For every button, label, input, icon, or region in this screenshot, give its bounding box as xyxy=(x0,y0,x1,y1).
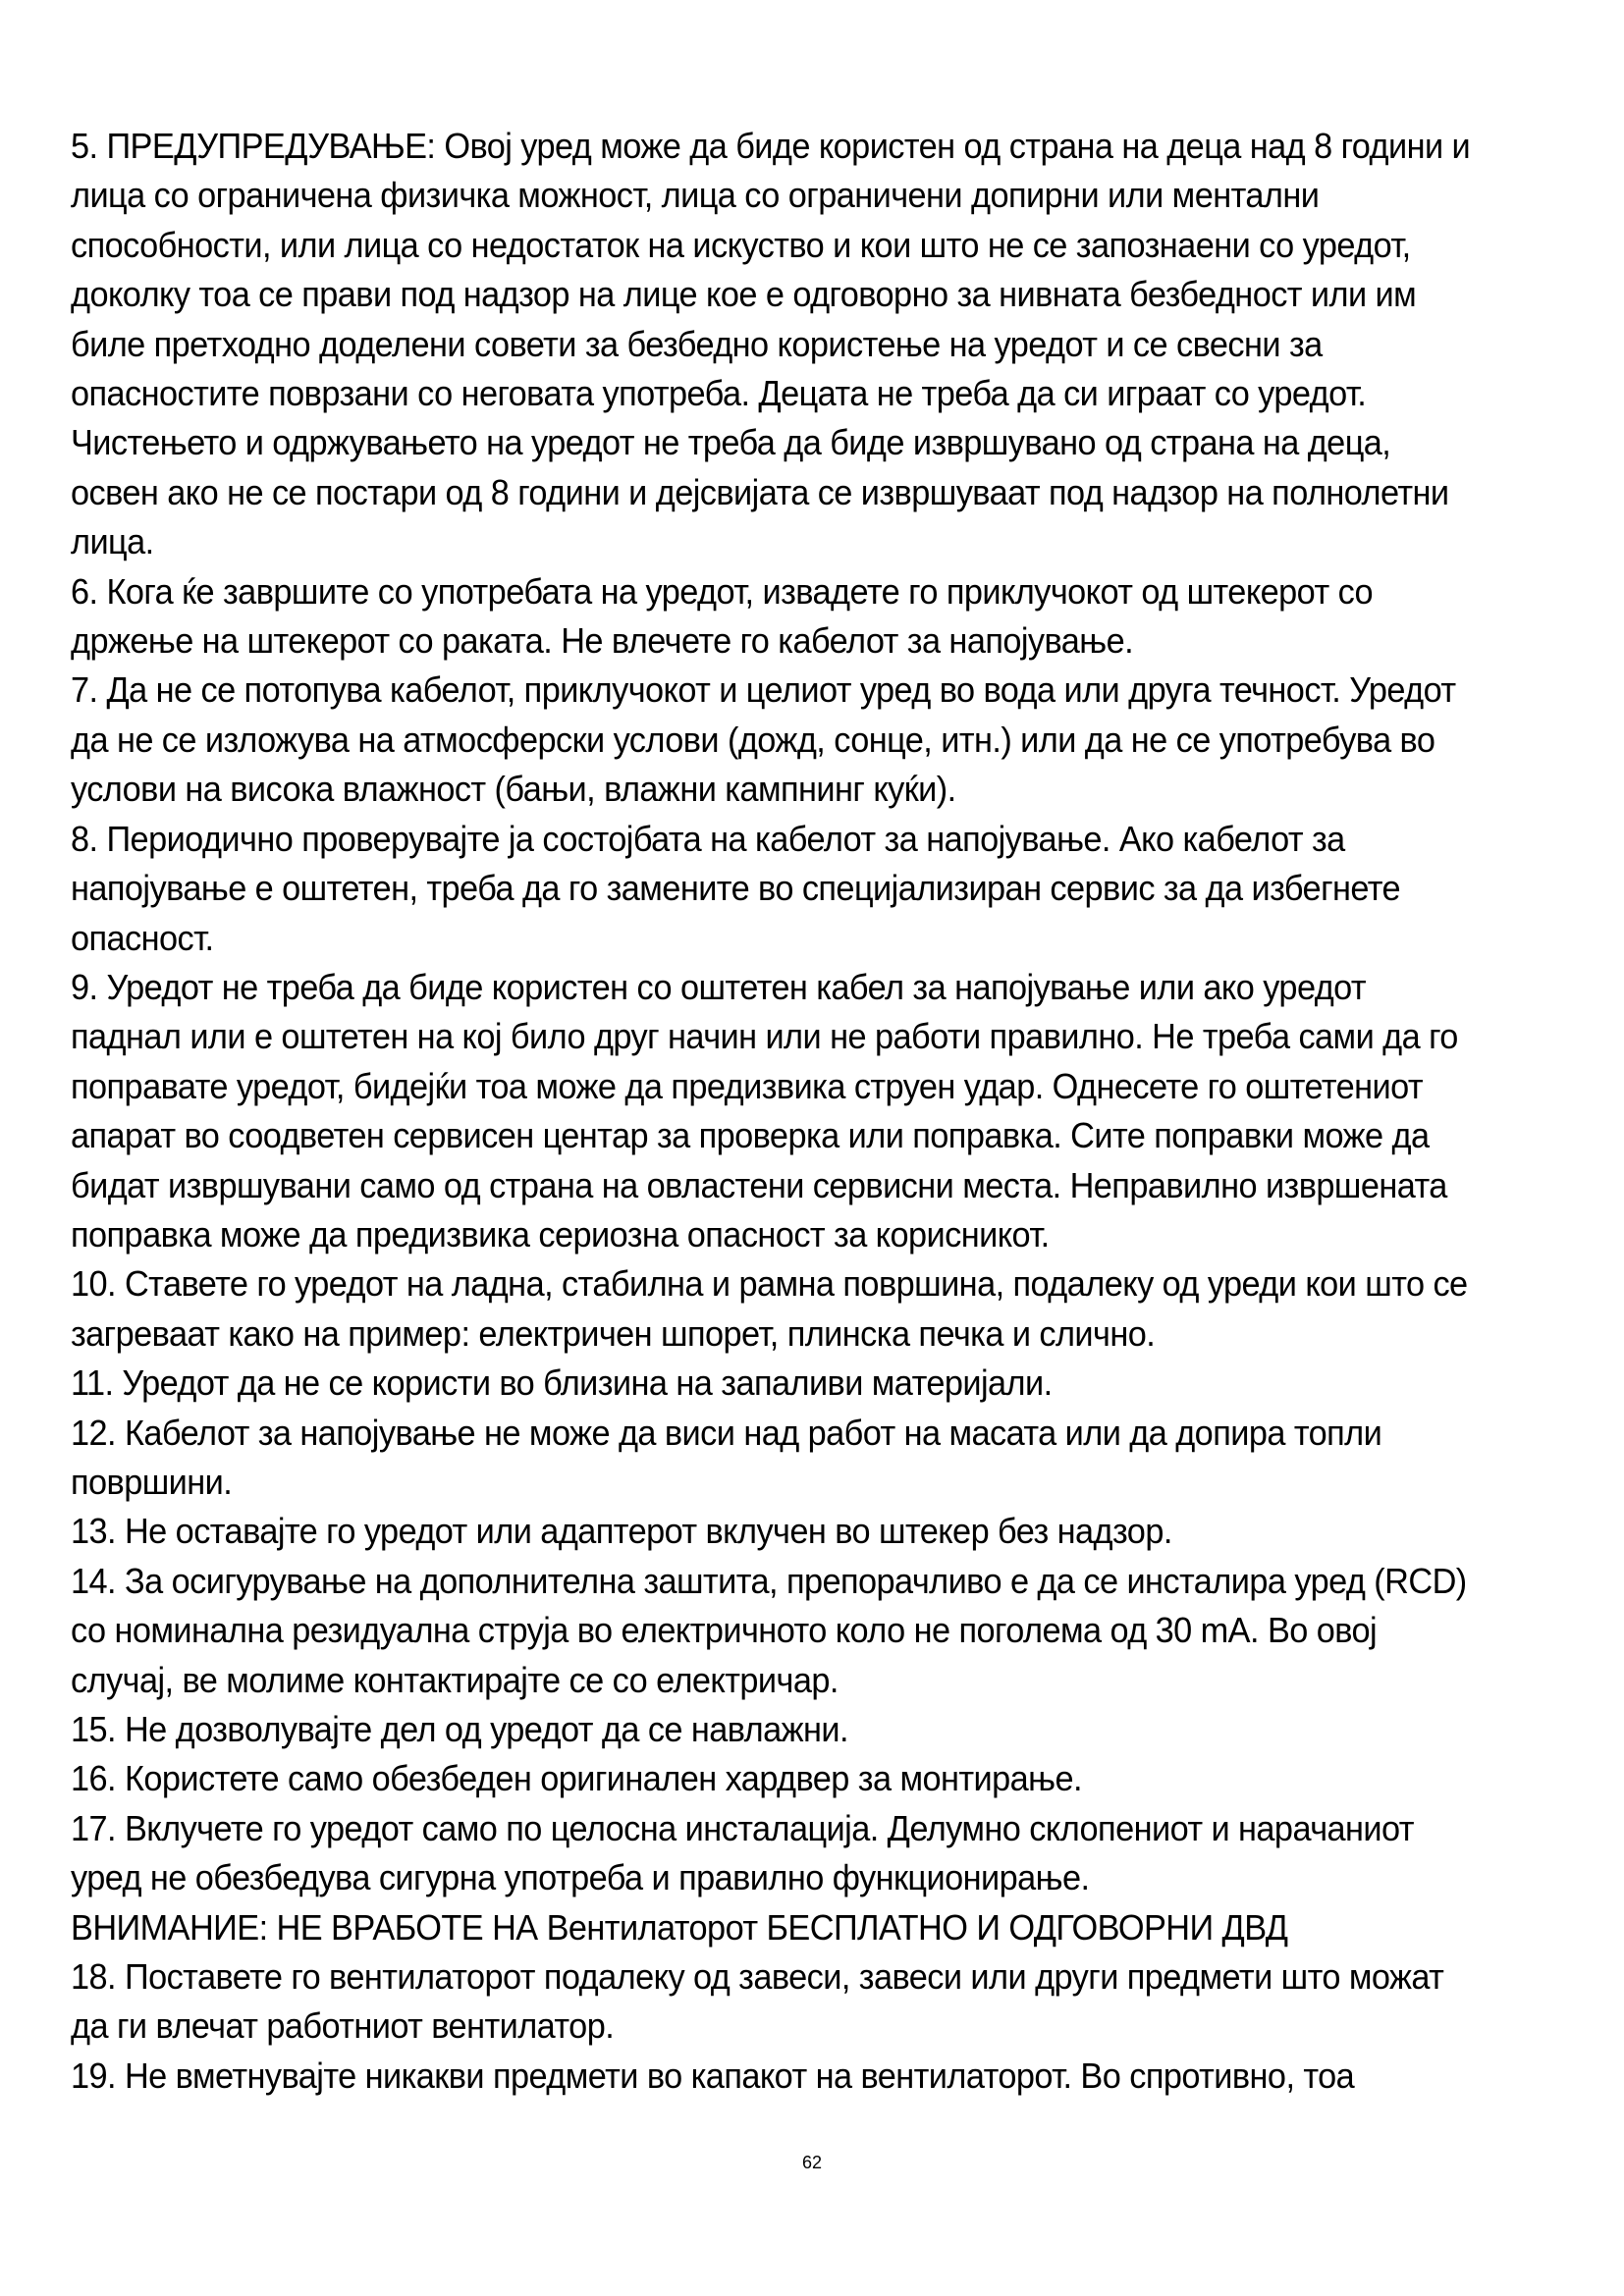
document-body xyxy=(71,122,1483,2101)
paragraph-item-10: 10. Ставете го уредот на ладна, стабилна и рамна површина, подалеку од уреди кои што се загреваат како на пример: електричен шпорет, плинска печка и слично. xyxy=(71,1263,1468,1354)
paragraph-attention: ВНИМАНИЕ: НЕ ВРАБОТЕ НА Вентилаторот БЕСПЛАТНО И ОДГОВОРНИ ДВД xyxy=(71,1906,1288,1948)
paragraph-item-19: 19. Не вметнувајте никакви предмети во капакот на вентилаторот. Во спротивно, тоа xyxy=(71,2055,1355,2096)
paragraph-item-14: 14. За осигурување на дополнителна заштита, препорачливо е да се инсталира уред (RCD) со номинална резидуална струја во електричното коло не поголема од 30 mA. Во овој случај, ве молиме контактирајте се со електричар. xyxy=(71,1560,1467,1700)
paragraph-item-9: 9. Уредот не треба да биде користен со оштетен кабел за напојување или ако уредот паднал или е оштетен на кој било друг начин или не работи правилно. Не треба сами да го поправате уредот, бидејќи тоа може да предизвика струен удар. Однесете го оштетениот апарат во соодветен сервисен центар за проверка или поправка. Сите поправки може да бидат извршувани само од страна на овластени сервисни места. Неправилно извршената поправка може да предизвика сериозна опасност за корисникот. xyxy=(71,966,1458,1255)
paragraph-item-16: 16. Користете само обезбеден оригинален хардвер за монтирање. xyxy=(71,1758,1082,1799)
paragraph-item-12: 12. Кабелот за напојување не може да виси над работ на масата или да допира топли површини. xyxy=(71,1412,1382,1502)
paragraph-item-17: 17. Вклучете го уредот само по целосна инсталација. Делумно склопениот и нарачаниот уред не обезбедува сигурна употреба и правилно функционирање. xyxy=(71,1807,1414,1898)
paragraph-item-8: 8. Периодично проверувајте ја состојбата на кабелот за напојување. Ако кабелот за напојување е оштетен, треба да го замените во специјализиран сервис за да избегнете опасност. xyxy=(71,818,1401,958)
paragraph-item-11: 11. Уредот да не се користи во близина на запаливи материјали. xyxy=(71,1362,1053,1404)
paragraph-item-6: 6. Кога ќе завршите со употребата на уредот, извадете го приклучокот од штекерот со држење на штекерот со раката. Не влечете го кабелот за напојување. xyxy=(71,570,1374,662)
paragraph-item-7: 7. Да не се потопува кабелот, приклучокот и целиот уред во вода или друга течност. Уредот да не се изложува на атмосферски услови (дожд, сонце, итн.) или да не се употребува во услови на висока влажност (бањи, влажни кампнинг куќи). xyxy=(71,669,1456,810)
paragraph-warning-5: 5. ПРЕДУПРЕДУВАЊЕ: Овој уред може да биде користен од страна на деца над 8 години и лица со ограничена физичка можност, лица со ограничени допирни или ментални способности, или лица со недостаток на искуство и кои што не се запознаени со уредот, доколку тоа се прави под надзор на лице кое е одговорно за нивната безбедност или им биле претходно доделени совети за безбедно користење на уредот и се свесни за опасностите поврзани со неговата употреба. Децата не треба да си играат со уредот. Чистењето и одржувањето на уредот не треба да биде извршувано од страна на деца, освен ако не се постари од 8 години и дејсвијата се извршуваат под надзор на полнолетни лица. xyxy=(71,126,1471,562)
paragraph-item-18: 18. Поставете го вентилаторот подалеку од завеси, завеси или други предмети што можат да ги влечат работниот вентилатор. xyxy=(71,1956,1444,2047)
page-number: 62 xyxy=(801,2153,823,2172)
paragraph-item-15: 15. Не дозволувајте дел од уредот да се навлажни. xyxy=(71,1709,849,1749)
paragraph-item-13: 13. Не оставајте го уредот или адаптерот вклучен во штекер без надзор. xyxy=(71,1511,1172,1552)
